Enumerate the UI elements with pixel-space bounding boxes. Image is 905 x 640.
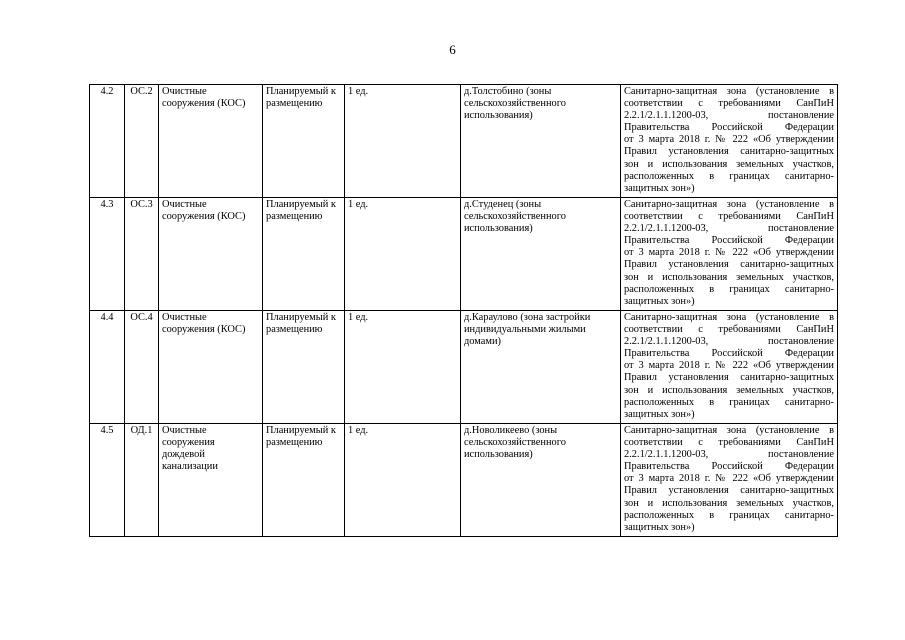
zone-description-line: Правил установления санитарно-защитных bbox=[624, 259, 834, 271]
table-row bbox=[90, 85, 838, 198]
table-row bbox=[90, 424, 838, 537]
zone-description-cell bbox=[621, 85, 838, 198]
object-code-cell: ОС.3 bbox=[125, 198, 159, 311]
row-number-cell: 4.4 bbox=[90, 311, 125, 424]
object-name-cell: Очистные сооружения дождевой канализации bbox=[159, 424, 263, 537]
location-cell: д.Толстобино (зоны сельскохозяйственного использования) bbox=[461, 85, 621, 198]
table-row bbox=[90, 311, 838, 424]
object-name-cell: Очистные сооружения (КОС) bbox=[159, 198, 263, 311]
zone-description-line: зон и использования земельных участков, bbox=[624, 384, 834, 396]
row-number-cell: 4.3 bbox=[90, 198, 125, 311]
object-code-cell: ОС.4 bbox=[125, 311, 159, 424]
zone-description-cell bbox=[621, 311, 838, 424]
zone-description-line: Правительства Российской Федерации bbox=[624, 122, 834, 134]
zone-description-line: расположенных в границах санитарно- bbox=[624, 509, 834, 521]
zone-description-line: Правительства Российской Федерации bbox=[624, 348, 834, 360]
zone-description-line: расположенных в границах санитарно- bbox=[624, 170, 834, 182]
zone-description-line: 2.2.1/2.1.1.1200-03, постановление bbox=[624, 110, 834, 122]
zone-description-line: соответствии с требованиями СанПиН bbox=[624, 211, 834, 223]
zone-description-line: Правительства Российской Федерации bbox=[624, 235, 834, 247]
zone-description-line: Санитарно-защитная зона (установление в bbox=[624, 425, 834, 436]
quantity-cell: 1 ед. bbox=[345, 85, 461, 198]
zone-description-line: Санитарно-защитная зона (установление в bbox=[624, 199, 834, 210]
page-number: 6 bbox=[449, 42, 456, 57]
zone-description-line: Санитарно-защитная зона (установление в bbox=[624, 312, 834, 323]
zone-description-line: зон и использования земельных участков, bbox=[624, 158, 834, 170]
zone-description-line: соответствии с требованиями СанПиН bbox=[624, 437, 834, 449]
zone-description-line: защитных зон») bbox=[624, 408, 695, 420]
zone-description-line: защитных зон») bbox=[624, 295, 695, 307]
zone-description-line: зон и использования земельных участков, bbox=[624, 271, 834, 283]
zone-description-line: защитных зон») bbox=[624, 521, 695, 533]
zone-description-cell bbox=[621, 198, 838, 311]
object-code-cell: ОС.2 bbox=[125, 85, 159, 198]
location-cell: д.Студенец (зоны сельскохозяйственного использования) bbox=[461, 198, 621, 311]
zone-description-line: зон и использования земельных участков, bbox=[624, 497, 834, 509]
zone-description-line: от 3 марта 2018 г. № 222 «Об утверждении bbox=[624, 473, 834, 485]
zone-description-line: от 3 марта 2018 г. № 222 «Об утверждении bbox=[624, 360, 834, 372]
object-status-cell: Планируемый к размещению bbox=[263, 198, 345, 311]
zone-description-line: Правил установления санитарно-защитных bbox=[624, 372, 834, 384]
zone-description-line: Правил установления санитарно-защитных bbox=[624, 146, 834, 158]
zone-description-line: соответствии с требованиями СанПиН bbox=[624, 98, 834, 110]
zone-description-line: 2.2.1/2.1.1.1200-03, постановление bbox=[624, 449, 834, 461]
table-body bbox=[90, 85, 838, 537]
zone-description-line: расположенных в границах санитарно- bbox=[624, 396, 834, 408]
zone-description-line: Правил установления санитарно-защитных bbox=[624, 485, 834, 497]
zone-description-line: соответствии с требованиями СанПиН bbox=[624, 324, 834, 336]
object-name-cell: Очистные сооружения (КОС) bbox=[159, 311, 263, 424]
quantity-cell: 1 ед. bbox=[345, 198, 461, 311]
object-status-cell: Планируемый к размещению bbox=[263, 311, 345, 424]
location-cell: д.Караулово (зона застройки индивидуальными жилыми домами) bbox=[461, 311, 621, 424]
row-number-cell: 4.2 bbox=[90, 85, 125, 198]
zone-description-line: 2.2.1/2.1.1.1200-03, постановление bbox=[624, 223, 834, 235]
zone-description-line: 2.2.1/2.1.1.1200-03, постановление bbox=[624, 336, 834, 348]
zone-description-line: от 3 марта 2018 г. № 222 «Об утверждении bbox=[624, 134, 834, 146]
location-cell: д.Новоликеево (зоны сельскохозяйственного использования) bbox=[461, 424, 621, 537]
zone-description-line: Санитарно-защитная зона (установление в bbox=[624, 86, 834, 97]
quantity-cell: 1 ед. bbox=[345, 311, 461, 424]
zone-description-line: от 3 марта 2018 г. № 222 «Об утверждении bbox=[624, 247, 834, 259]
object-name-cell: Очистные сооружения (КОС) bbox=[159, 85, 263, 198]
zone-description-line: Правительства Российской Федерации bbox=[624, 461, 834, 473]
quantity-cell: 1 ед. bbox=[345, 424, 461, 537]
facilities-table bbox=[89, 84, 838, 537]
table-row bbox=[90, 198, 838, 311]
object-code-cell: ОД.1 bbox=[125, 424, 159, 537]
zone-description-line: защитных зон») bbox=[624, 182, 695, 194]
zone-description-cell bbox=[621, 424, 838, 537]
row-number-cell: 4.5 bbox=[90, 424, 125, 537]
object-status-cell: Планируемый к размещению bbox=[263, 424, 345, 537]
object-status-cell: Планируемый к размещению bbox=[263, 85, 345, 198]
zone-description-line: расположенных в границах санитарно- bbox=[624, 283, 834, 295]
